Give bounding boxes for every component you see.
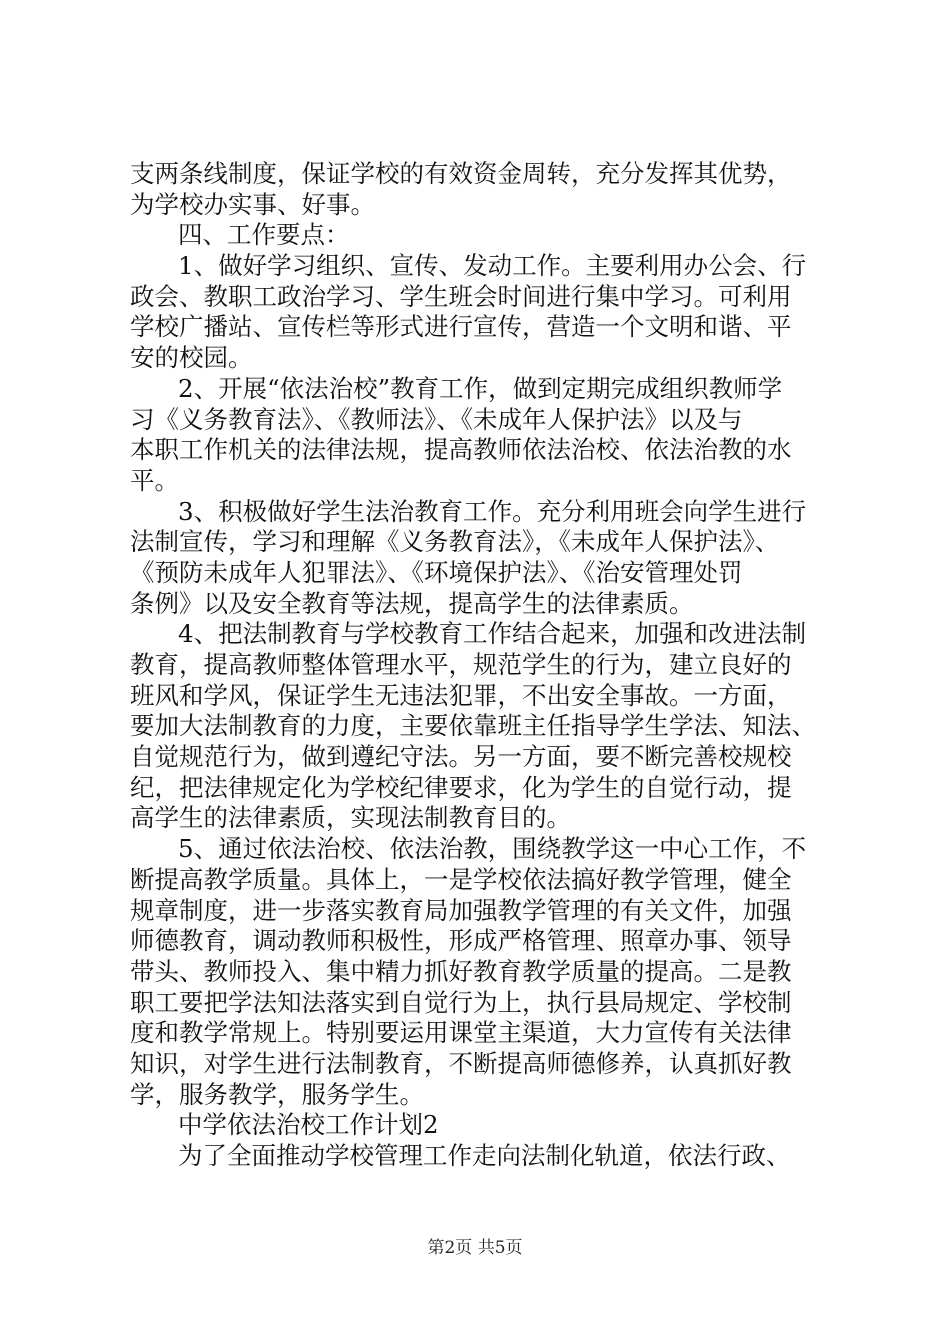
text-line: 班风和学风，保证学生无违法犯罪，不出安全事故。一方面， [130, 681, 792, 710]
text-line: 为学校办实事、好事。 [130, 190, 375, 219]
text-line: 平。 [130, 466, 179, 495]
text-line: 度和教学常规上。特别要运用课堂主渠道，大力宣传有关法律 [130, 1018, 792, 1047]
text-line: 2、开展“依法治校”教育工作，做到定期完成组织教师学 [178, 374, 783, 403]
text-line: 断提高教学质量。具体上，一是学校依法搞好教学管理，健全 [130, 865, 792, 894]
page-number-footer: 第2页 共5页 [427, 1238, 523, 1258]
text-line: 3、积极做好学生法治教育工作。充分利用班会向学生进行 [178, 497, 807, 526]
text-line: 5、通过依法治校、依法治教，围绕教学这一中心工作，不 [178, 834, 807, 863]
text-line: 纪，把法律规定化为学校纪律要求，化为学生的自觉行动，提 [130, 773, 792, 802]
text-line: 高学生的法律素质，实现法制教育目的。 [130, 803, 571, 832]
text-line: 本职工作机关的法律法规，提高教师依法治校、依法治教的水 [130, 435, 792, 464]
text-line: 为了全面推动学校管理工作走向法制化轨道，依法行政、 [178, 1141, 791, 1170]
text-line: 自觉规范行为，做到遵纪守法。另一方面，要不断完善校规校 [130, 742, 792, 771]
text-line: 安的校园。 [130, 343, 253, 372]
text-line: 教育，提高教师整体管理水平，规范学生的行为，建立良好的 [130, 650, 792, 679]
section-heading: 四、工作要点： [178, 220, 350, 249]
text-line: 4、把法制教育与学校教育工作结合起来，加强和改进法制 [178, 619, 807, 648]
text-line: 学，服务教学，服务学生。 [130, 1080, 424, 1109]
text-line: 学校广播站、宣传栏等形式进行宣传，营造一个文明和谐、平 [130, 312, 792, 341]
text-line: 带头、教师投入、集中精力抓好教育教学质量的提高。二是教 [130, 957, 792, 986]
text-line: 支两条线制度，保证学校的有效资金周转，充分发挥其优势， [130, 159, 792, 188]
text-line: 法制宣传，学习和理解《义务教育法》，《未成年人保护法》、 [130, 527, 780, 556]
text-line: 习《义务教育法》、《教师法》、《未成年人保护法》以及与 [130, 405, 743, 434]
text-line: 要加大法制教育的力度，主要依靠班主任指导学生学法、知法、 [130, 711, 816, 740]
text-line: 知识，对学生进行法制教育，不断提高师德修养，认真抓好教 [130, 1049, 792, 1078]
text-line: 条例》以及安全教育等法规，提高学生的法律素质。 [130, 589, 694, 618]
text-line: 规章制度，进一步落实教育局加强教学管理的有关文件，加强 [130, 896, 792, 925]
text-line: 1、做好学习组织、宣传、发动工作。主要利用办公会、行 [178, 251, 807, 280]
text-line: 职工要把学法知法落实到自觉行为上，执行县局规定、学校制 [130, 988, 792, 1017]
text-line: 师德教育，调动教师积极性，形成严格管理、照章办事、领导 [130, 926, 792, 955]
section-title: 中学依法治校工作计划2 [178, 1110, 439, 1139]
text-line: 《预防未成年人犯罪法》、《环境保护法》、《治安管理处罚 [130, 558, 743, 587]
text-line: 政会、教职工政治学习、学生班会时间进行集中学习。可利用 [130, 282, 792, 311]
